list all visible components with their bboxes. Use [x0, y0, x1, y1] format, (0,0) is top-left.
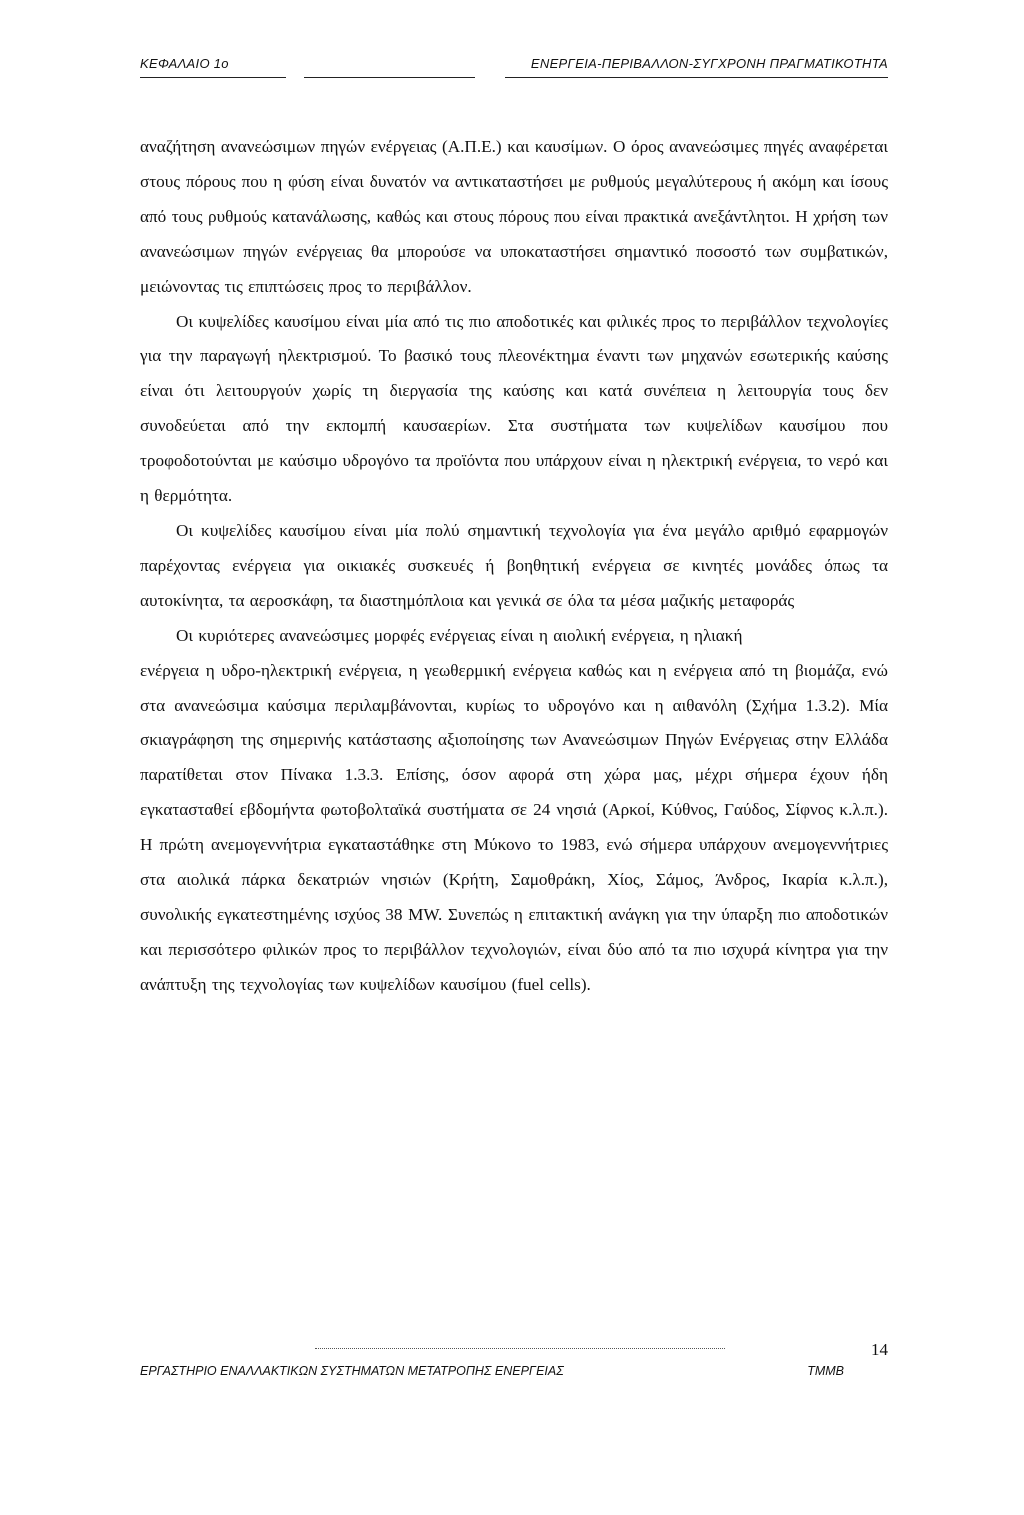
paragraph: Οι κυψελίδες καυσίμου είναι μία πολύ σημαντική τεχνολογία για ένα μεγάλο αριθμό εφαρμογών παρέχοντας ενέργεια για οικιακές συσκευές ή βοηθητική ενέργεια σε κινητές μονάδες όπως τα αυτοκίνητα, τα αεροσκάφη, τα διαστημόπλοια και γενικά σε όλα τα μέσα μαζικής μεταφοράς	[140, 520, 888, 610]
header-rule-gap	[286, 75, 304, 79]
paragraph: ενέργεια η υδρο-ηλεκτρική ενέργεια, η γεωθερμική ενέργεια καθώς και η ενέργεια από τη βιομάζα, ενώ στα ανανεώσιμα καύσιμα περιλαμβάνονται, κυρίως το υδρογόνο και η αιθανόλη (Σχήμα 1.3.2). Μία σκιαγράφηση της σημερινής κατάστασης αξιοποίησης των Ανανεώσιμων Πηγών Ενέργειας στην Ελλάδα παρατίθεται στον Πίνακα 1.3.3. Επίσης, όσον αφορά στη χώρα μας, μέχρι σήμερα έχουν ήδη εγκατασταθεί εβδομήντα φωτοβολταϊκά συστήματα σε 24 νησιά (Αρκοί, Κύθνος, Γαύδος, Σίφνος κ.λ.π.). Η πρώτη ανεμογεννήτρια εγκαταστάθηκε στη Μύκονο το 1983, ενώ σήμερα υπάρχουν ανεμογεννήτριες στα αιολικά πάρκα δεκατριών νησιών (Κρήτη, Σαμοθράκη, Χίος, Σάμος, Άνδρος, Ικαρία κ.λ.π.), συνολικής εγκατεστημένης ισχύος 38 MW. Συνεπώς η επιτακτική ανάγκη για την ύπαρξη πιο αποδοτικών και περισσότερο φιλικών προς το περιβάλλον τεχνολογιών, είναι δύο από τα πιο ισχυρά κίνητρα για την ανάπτυξη της τεχνολογίας των κυψελίδων καυσίμου (fuel cells).	[140, 660, 888, 994]
paragraph: Οι κυψελίδες καυσίμου είναι μία από τις πιο αποδοτικές και φιλικές προς το περιβάλλον τεχνολογίες για την παραγωγή ηλεκτρισμού. Το βασικό τους πλεονέκτημα έναντι των μηχανών εσωτερικής καύσης είναι ότι λειτουργούν χωρίς τη διεργασία της καύσης και κατά συνέπεια η λειτουργία τους δεν συνοδεύεται από την εκπομπή καυσαερίων. Στα συστήματα των κυψελίδων καυσίμου που τροφοδοτούνται με καύσιμο υδρογόνο τα προϊόντα που υπάρχουν είναι η ηλεκτρική ενέργεια, το νερό και η θερμότητα.	[140, 311, 888, 506]
page-footer	[140, 1340, 888, 1400]
footer-lab-name: ΕΡΓΑΣΤΗΡΙΟ ΕΝΑΛΛΑΚΤΙΚΩΝ ΣΥΣΤΗΜΑΤΩΝ ΜΕΤΑΤΡΟΠΗΣ ΕΝΕΡΓΕΙΑΣ	[140, 1364, 564, 1378]
section-title: ΕΝΕΡΓΕΙΑ-ΠΕΡΙΒΑΛΛΟΝ-ΣΥΓΧΡΟΝΗ ΠΡΑΓΜΑΤΙΚΟΤΗΤΑ	[530, 56, 888, 71]
chapter-title: ΚΕΦΑΛΑΙΟ 1ο	[140, 56, 229, 71]
footer-department: ΤΜΜΒ	[807, 1364, 844, 1378]
header-rule-gap	[475, 75, 505, 79]
page-header	[140, 56, 888, 84]
header-rule	[140, 77, 888, 78]
page-number: 14	[871, 1340, 888, 1359]
body-text	[140, 130, 888, 1003]
paragraph: Οι κυριότερες ανανεώσιμες μορφές ενέργειας είναι η αιολική ενέργεια, η ηλιακή	[176, 625, 743, 645]
footer-rule	[315, 1348, 725, 1349]
paragraph: αναζήτηση ανανεώσιμων πηγών ενέργειας (Α.Π.Ε.) και καυσίμων. Ο όρος ανανεώσιμες πηγές αναφέρεται στους πόρους που η φύση είναι δυνατόν να αντικαταστήσει με ρυθμούς μεγαλύτερους ή ακόμη και ίσους από τους ρυθμούς κατανάλωσης, καθώς και στους πόρους που είναι πρακτικά ανεξάντλητοι. Η χρήση των ανανεώσιμων πηγών ενέργειας θα μπορούσε να υποκαταστήσει σημαντικό ποσοστό των συμβατικών, μειώνοντας τις επιπτώσεις προς το περιβάλλον.	[140, 137, 888, 296]
